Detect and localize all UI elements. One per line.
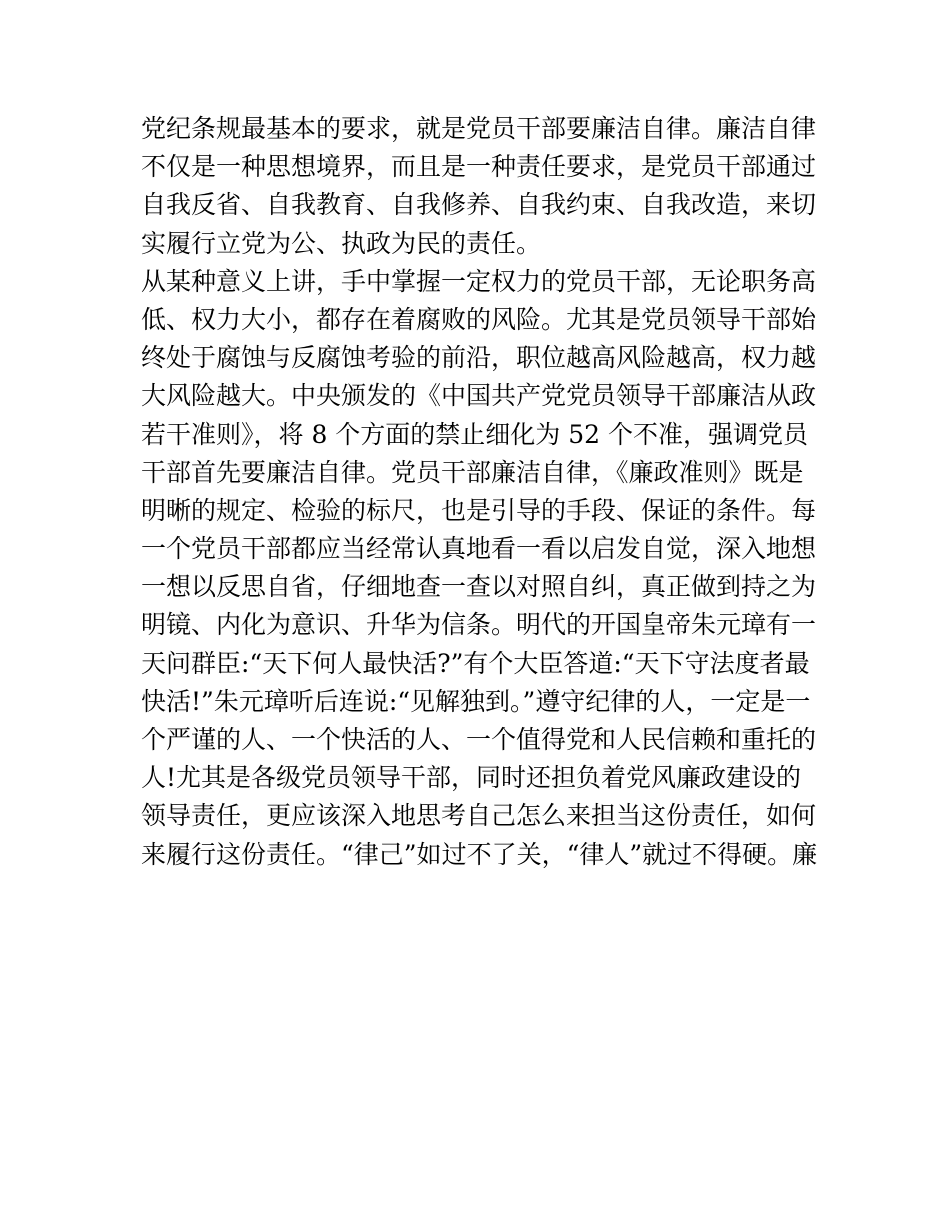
- text-line: 快活!”朱元璋听后连说:“见解独到。”遵守纪律的人，一定是一: [141, 686, 811, 716]
- body-text: [141, 110, 821, 874]
- text-line: 低、权力大小，都存在着腐败的风险。尤其是党员领导干部始: [141, 304, 817, 334]
- text-line: 个严谨的人、一个快活的人、一个值得党和人民信赖和重托的: [141, 725, 817, 754]
- text-line: 人!尤其是各级党员领导干部，同时还担负着党风廉政建设的: [141, 763, 802, 793]
- text-line: 自我反省、自我教育、自我修养、自我约束、自我改造，来切: [141, 190, 817, 220]
- text-line: 领导责任，更应该深入地思考自己怎么来担当这份责任，如何: [141, 801, 817, 831]
- text-line: 天问群臣:“天下何人最快活?”有个大臣答道:“天下守法度者最: [141, 648, 810, 678]
- text-line: 从某种意义上讲，手中掌握一定权力的党员干部，无论职务高: [141, 266, 817, 296]
- text-line: 若干准则》，将 8 个方面的禁止细化为 52 个不准，强调党员: [141, 419, 809, 449]
- text-line: 实履行立党为公、执政为民的责任。: [141, 228, 542, 258]
- text-line: 明晰的规定、检验的标尺，也是引导的手段、保证的条件。每: [141, 495, 817, 525]
- text-line: 不仅是一种思想境界，而且是一种责任要求，是党员干部通过: [141, 152, 817, 182]
- text-line: 大风险越大。中央颁发的《中国共产党党员领导干部廉洁从政: [141, 381, 817, 411]
- text-line: 终处于腐蚀与反腐蚀考验的前沿，职位越高风险越高，权力越: [141, 343, 817, 373]
- text-line: 来履行这份责任。“律己”如过不了关，“律人”就过不得硬。廉: [141, 839, 818, 869]
- text-line: 明镜、内化为意识、升华为信条。明代的开国皇帝朱元璋有一: [141, 610, 817, 640]
- text-line: 党纪条规最基本的要求，就是党员干部要廉洁自律。廉洁自律: [141, 114, 817, 143]
- text-line: 干部首先要廉洁自律。党员干部廉洁自律，《廉政准则》既是: [141, 457, 804, 487]
- text-line: 一个党员干部都应当经常认真地看一看以启发自觉，深入地想: [141, 534, 817, 564]
- text-line: 一想以反思自省，仔细地查一查以对照自纠，真正做到持之为: [141, 572, 817, 602]
